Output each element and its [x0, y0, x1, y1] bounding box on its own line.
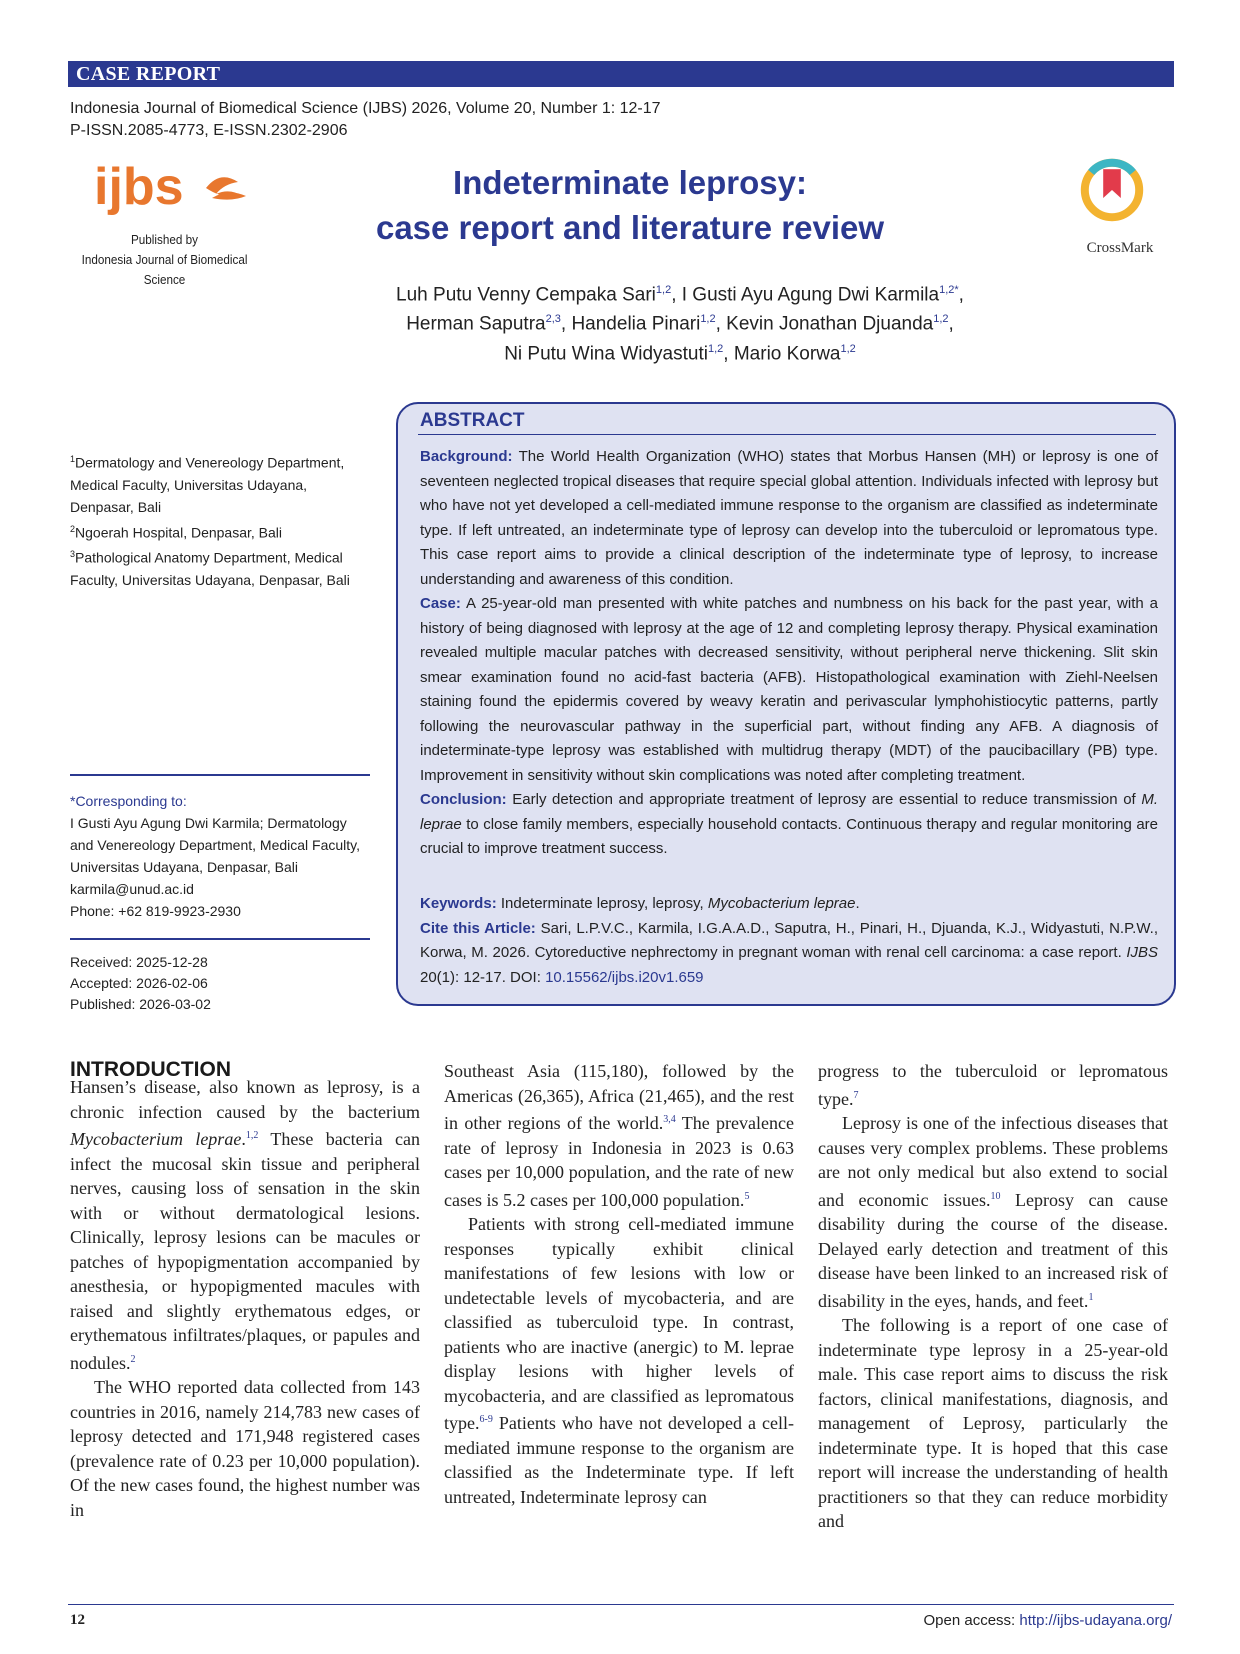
- page-number: 12: [70, 1612, 85, 1628]
- doi-link[interactable]: 10.15562/ijbs.i20v1.659: [545, 968, 704, 986]
- paragraph: Hansen’s disease, also known as leprosy, is a chronic infection caused by the bacterium Mycobacterium leprae.$^{1,2}$ These bacteria can infect the mucosal skin tissue and peripheral nerves, causing loss of sensation in the skin with or without dermatological lesions. Clinically, leprosy lesions can be macules or patches of hypopigmentation accompanied by anesthesia, or hypopigmented macules with raised and slightly erythematous edges, or erythematous infiltrates/plaques, or papules and nodules.$^2$: [70, 1077, 420, 1373]
- ijbs-logo: [94, 158, 264, 222]
- affiliation-2: $^2$Ngoerah Hospital, Denpasar, Bali: [70, 523, 283, 541]
- corr-email[interactable]: karmila@unud.ac.id: [70, 881, 194, 897]
- paragraph: The following is a report of one case of indeterminate type leprosy in a 25-year-old male. This case report aims to discuss the risk factors, clinical manifestations, diagnosis, and management of Leprosy, particularly the indeterminate type. It is hoped that this case report will increase the understanding of health practitioners so that they can reduce morbidity and: [818, 1315, 1168, 1531]
- abstract-heading: ABSTRACT: [420, 410, 525, 431]
- section-band: [68, 61, 1174, 87]
- corr-heading: *Corresponding to:: [70, 793, 187, 809]
- journal-line: Indonesia Journal of Biomedical Science (IJBS) 2026, Volume 20, Number 1: 12-17: [70, 100, 661, 117]
- author-list: [330, 278, 1030, 366]
- received-date: Received: 2025-12-28: [70, 954, 208, 970]
- author-line-3: Ni Putu Wina Widyastuti$^{1,2}$, Mario Korwa$^{1,2}$: [504, 342, 856, 364]
- author-line-2: Herman Saputra$^{2,3}$, Handelia Pinari$^{1,2}$, Kevin Jonathan Djuanda$^{1,2}$,: [406, 313, 954, 335]
- affiliation-3: $^3$Pathological Anatomy Department, Medical Faculty, Universitas Udayana, Denpasar, Bali: [70, 549, 350, 588]
- accepted-date: Accepted: 2026-02-06: [70, 975, 208, 991]
- paragraph: Patients with strong cell-mediated immune responses typically exhibit clinical manifestations of few lesions with low or undetectable levels of mycobacteria, and are classified as tuberculoid type. In contrast, patients who are inactive (anergic) to M. leprae display lesions with higher levels of mycobacteria, and are classified as lepromatous type.$^{6-9}$ Patients who have not developed a cell-mediated immune response to the organism are classified as the Indeterminate type. If left untreated, Indeterminate leprosy can: [444, 1214, 794, 1507]
- paragraph: Leprosy is one of the infectious diseases that causes very complex problems. These problems are not only medical but also extend to social and economic issues.$^{10}$ Leprosy can cause disability during the course of the disease. Delayed early detection and treatment of this disease have been linked to an increased risk of disability in the eyes, hands, and feet.$^1$: [818, 1113, 1169, 1311]
- issn-line: P-ISSN.2085-4773, E-ISSN.2302-2906: [70, 122, 348, 139]
- logo-wordmark: ijbs: [94, 158, 184, 216]
- affiliation-1: $^1$Dermatology and Venereology Department, Medical Faculty, Universitas Udayana, Denpasar, Bali: [70, 454, 345, 515]
- publisher-block: [70, 230, 259, 290]
- corr-line: and Venereology Department, Medical Faculty,: [70, 837, 361, 853]
- crossmark-icon[interactable]: [1080, 154, 1160, 234]
- body-column-3: [818, 1059, 1168, 1534]
- open-access: Open access: http://ijbs-udayana.org/: [923, 1612, 1172, 1629]
- section-label: CASE REPORT: [76, 63, 221, 85]
- body-column-2: [444, 1059, 794, 1509]
- title-line-2: case report and literature review: [375, 209, 885, 246]
- article-title: [360, 160, 900, 250]
- section-heading-introduction: INTRODUCTION: [70, 1058, 231, 1081]
- abstract-case: Case: A 25-year-old man presented with white patches and numbness on his back for the past year, with a history of being diagnosed with leprosy at the age of 12 and completing leprosy therapy. Physical examination revealed multiple macular patches with decreased sensitivity, without peripheral nerve thickening. Slit skin smear examination found no acid-fast bacteria (AFB). Histopathological examination with Ziehl-Neelsen staining found the epidermis covered by weavy keratin and perivascular lymphohistiocytic patterns, partly following the neurovascular pathway in the superficial part, without finding any AFB. A diagnosis of indeterminate-type leprosy was established with multidrug therapy (MDT) of the paucibacillary (PB) type. Improvement in sensitivity without skin complications was noted after completing treatment.: [420, 595, 1158, 784]
- publisher-name: Indonesia Journal of Biomedical Science: [81, 252, 248, 287]
- keywords: Keywords: Indeterminate leprosy, leprosy, Mycobacterium leprae.: [420, 895, 860, 912]
- corr-line: I Gusti Ayu Agung Dwi Karmila; Dermatology: [70, 815, 347, 831]
- abstract-background: Background: The World Health Organization (WHO) states that Morbus Hansen (MH) or leprosy is one of seventeen neglected tropical diseases that require special global attention. Individuals infected with leprosy but who have not yet developed a cell-mediated immune response to the organism are classified as indeterminate type. If left untreated, an indeterminate type of leprosy can develop into the tuberculoid or lepromatous type. This case report aims to provide a clinical description of the indeterminate type of leprosy, to increase understanding and awareness of this condition.: [420, 448, 1158, 588]
- paragraph: The WHO reported data collected from 143 countries in 2016, namely 214,783 new cases of leprosy detected and 171,948 registered cases (prevalence rate of 0.23 per 10,000 population). Of the new cases found, the highest number was in: [70, 1377, 420, 1520]
- dates: [70, 952, 370, 1015]
- paragraph: Southeast Asia (115,180), followed by the Americas (26,365), Africa (21,465), and the rest in other regions of the world.$^{3,4}$ The prevalence rate of leprosy in Indonesia in 2023 is 0.63 cases per 10,000 population, and the rate of new cases is 5.2 cases per 100,000 population.$^5$: [444, 1061, 795, 1210]
- divider: [70, 774, 370, 776]
- title-line-1: Indeterminate leprosy:: [453, 164, 807, 201]
- author-line-1: Luh Putu Venny Cempaka Sari$^{1,2}$, I Gusti Ayu Agung Dwi Karmila$^{1,2*}$,: [396, 284, 964, 306]
- published-by: Published by: [130, 232, 198, 247]
- keywords-block: [420, 892, 1158, 990]
- affiliations: [70, 448, 370, 591]
- corr-line: Universitas Udayana, Denpasar, Bali: [70, 859, 299, 875]
- correspondence: [70, 790, 370, 922]
- citation: Cite this Article: Sari, L.P.V.C., Karmila, I.G.A.A.D., Saputra, H., Pinari, H., Djuanda, K.J., Widyastuti, N.P.W., Korwa, M. 2026. Cytoreductive nephrectomy in pregnant woman with renal cell carcinoma: a case report. IJBS 20(1): 12-17. DOI: 10.15562/ijbs.i20v1.659: [420, 919, 1158, 986]
- crossmark-label: CrossMark: [1086, 240, 1154, 256]
- corr-phone: Phone: +62 819-9923-2930: [70, 903, 241, 919]
- abstract-body: [420, 445, 1158, 862]
- abstract-conclusion: Conclusion: Early detection and appropriate treatment of leprosy are essential to reduce transmission of M. leprae to close family members, especially household contacts. Continuous therapy and regular monitoring are crucial to improve treatment success.: [420, 791, 1158, 857]
- journal-info: [70, 98, 661, 142]
- divider: [70, 938, 370, 940]
- published-date: Published: 2026-03-02: [70, 996, 211, 1012]
- paragraph: progress to the tuberculoid or lepromatous type.$^7$: [818, 1061, 1168, 1109]
- body-column-1: [70, 1075, 420, 1522]
- abstract-divider: [418, 434, 1156, 435]
- journal-url-link[interactable]: http://ijbs-udayana.org/: [1019, 1612, 1172, 1629]
- footer-rule: [68, 1604, 1174, 1605]
